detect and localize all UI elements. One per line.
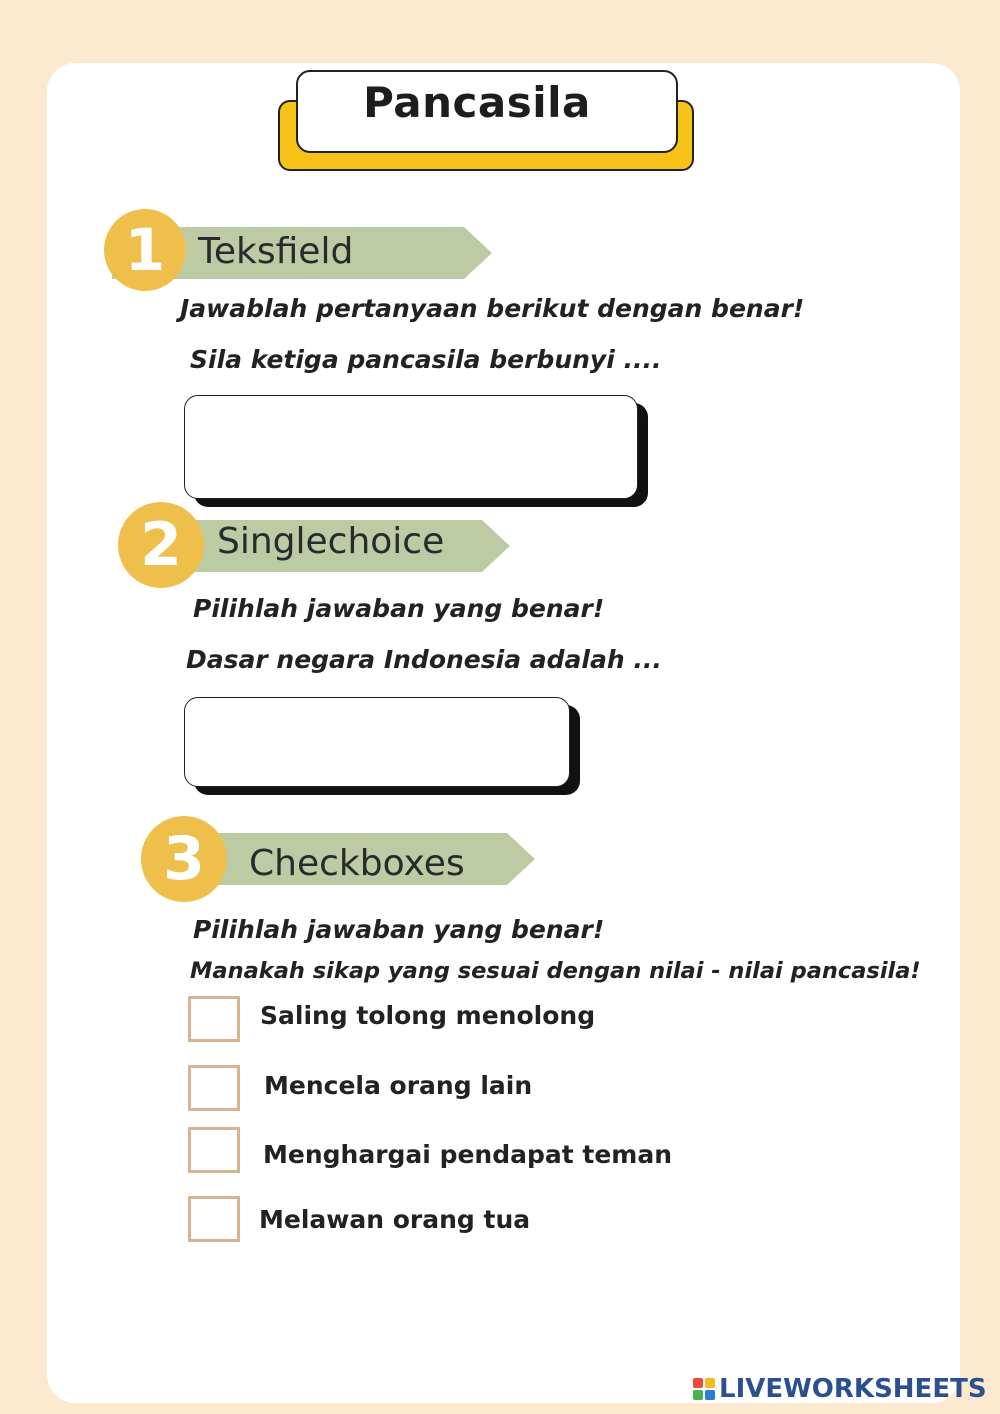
option-2-checkbox[interactable] (188, 1065, 240, 1111)
section-3-number-badge: 3 (141, 816, 227, 902)
option-3-label: Menghargai pendapat teman (263, 1140, 673, 1169)
section-3-instruction: Pilihlah jawaban yang benar! (193, 915, 605, 944)
section-2-label: Singlechoice (217, 521, 445, 562)
option-2-label: Mencela orang lain (264, 1071, 533, 1100)
section-2-question: Dasar negara Indonesia adalah ... (186, 645, 662, 674)
section-2-number-badge: 2 (118, 502, 204, 588)
liveworksheets-logo-icon (693, 1378, 715, 1400)
answer-1-textfield[interactable] (184, 395, 638, 499)
section-3-label: Checkboxes (249, 843, 465, 884)
liveworksheets-logo[interactable] (693, 1374, 987, 1404)
option-4-label: Melawan orang tua (259, 1205, 531, 1234)
section-1-label: Teksfield (198, 231, 354, 272)
section-1-question: Sila ketiga pancasila berbunyi .... (190, 345, 662, 374)
option-4-checkbox[interactable] (188, 1196, 240, 1242)
option-1-label: Saling tolong menolong (260, 1001, 596, 1030)
section-1-instruction: Jawablah pertanyaan berikut dengan benar! (180, 294, 805, 323)
option-1-checkbox[interactable] (188, 996, 240, 1042)
page-title: Pancasila (363, 78, 591, 127)
liveworksheets-brand: LIVEWORKSHEETS (719, 1374, 987, 1404)
section-1-number-badge: 1 (104, 209, 186, 291)
section-2-instruction: Pilihlah jawaban yang benar! (193, 594, 605, 623)
section-3-question: Manakah sikap yang sesuai dengan nilai - nilai pancasila! (190, 958, 921, 984)
option-3-checkbox[interactable] (188, 1127, 240, 1173)
answer-2-choice-box[interactable] (184, 697, 570, 787)
